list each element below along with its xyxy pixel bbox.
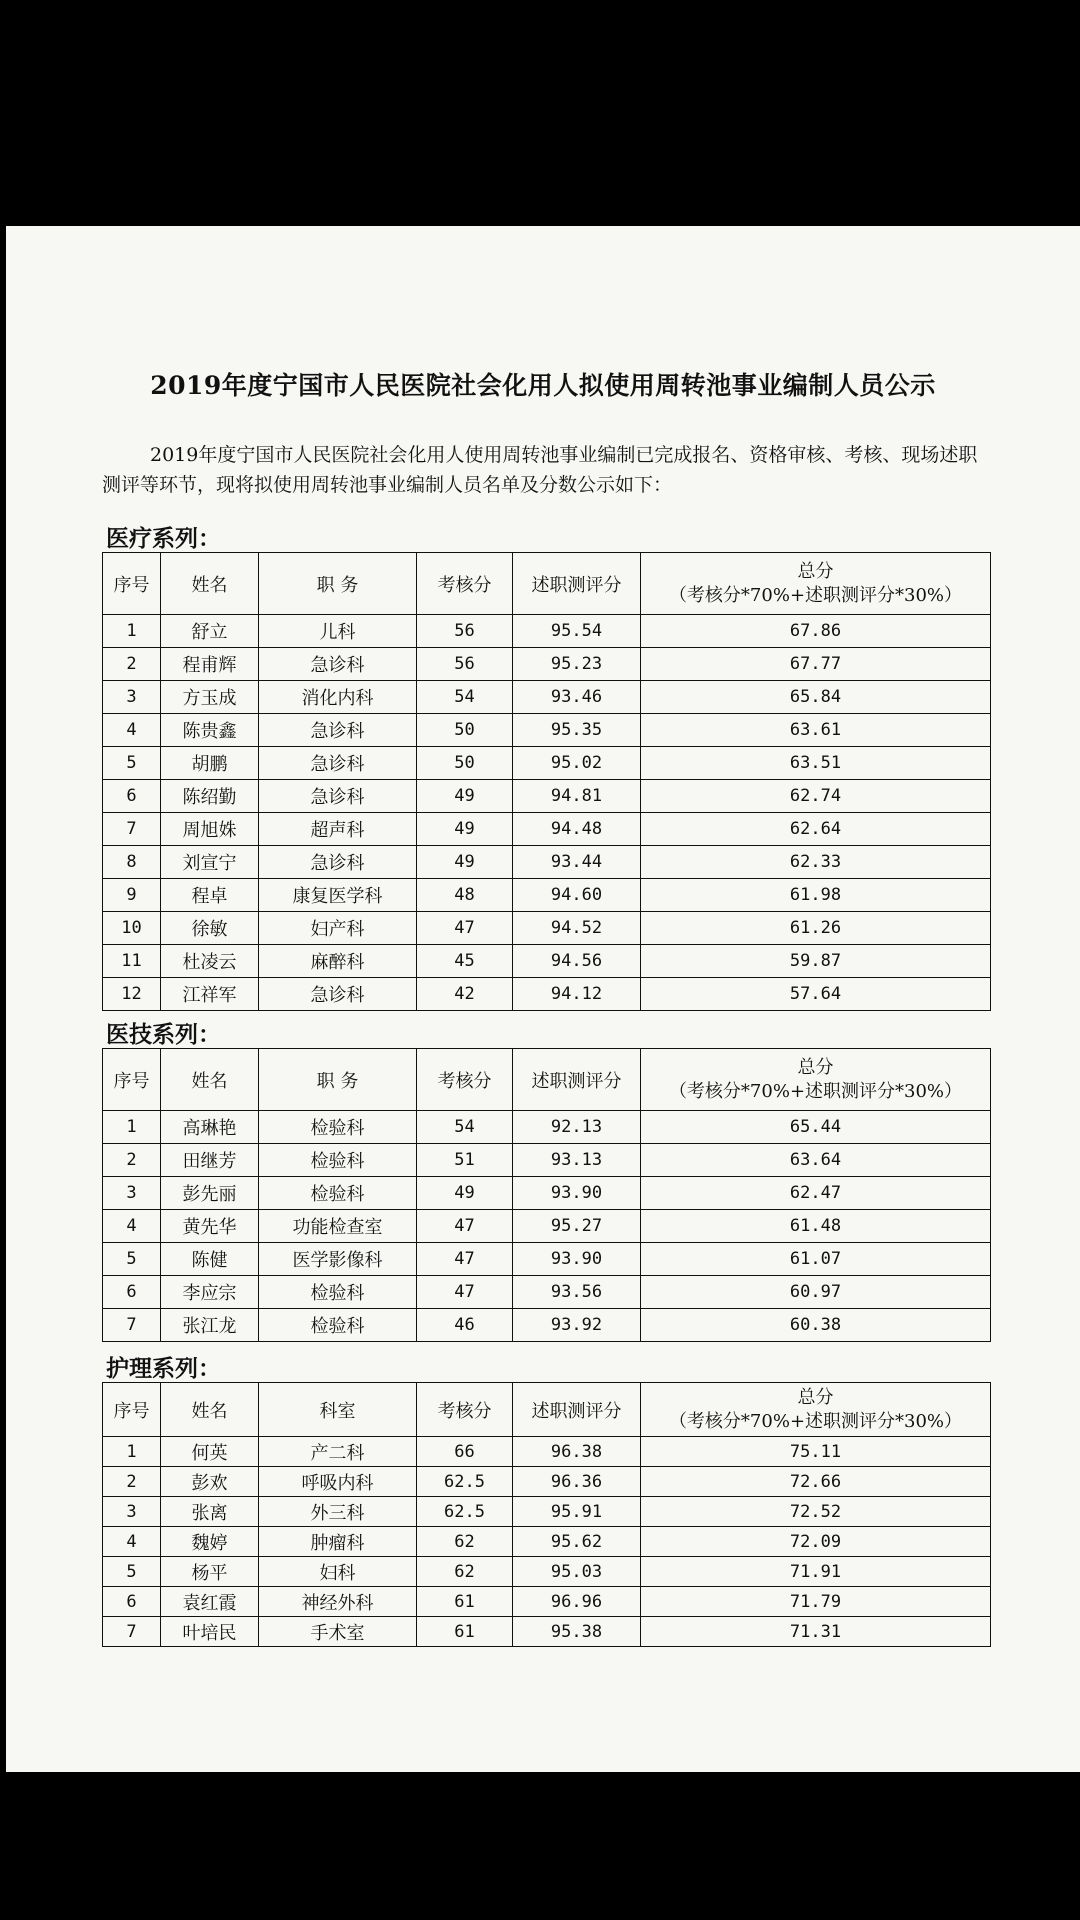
cell-total-score: 61.07 bbox=[641, 1243, 991, 1276]
cell-department: 检验科 bbox=[259, 1309, 417, 1342]
cell-evaluation-score: 95.02 bbox=[513, 747, 641, 780]
cell-total-score: 71.79 bbox=[641, 1587, 991, 1617]
header-assessment: 考核分 bbox=[417, 553, 513, 615]
header-total bbox=[641, 1383, 991, 1437]
cell-total-score: 61.26 bbox=[641, 912, 991, 945]
cell-total-score: 61.98 bbox=[641, 879, 991, 912]
header-evaluation: 述职测评分 bbox=[513, 1049, 641, 1111]
cell-index: 12 bbox=[103, 978, 161, 1011]
table-row bbox=[103, 1243, 991, 1276]
cell-evaluation-score: 95.03 bbox=[513, 1557, 641, 1587]
cell-department: 检验科 bbox=[259, 1111, 417, 1144]
header-name: 姓名 bbox=[161, 553, 259, 615]
cell-assessment-score: 49 bbox=[417, 780, 513, 813]
section-label-medical: 医疗系列： bbox=[106, 525, 221, 552]
cell-name: 彭先丽 bbox=[161, 1177, 259, 1210]
cell-name: 刘宣宁 bbox=[161, 846, 259, 879]
section-label-nursing: 护理系列： bbox=[106, 1355, 221, 1382]
cell-index: 6 bbox=[103, 1587, 161, 1617]
cell-total-score: 62.47 bbox=[641, 1177, 991, 1210]
table-row bbox=[103, 813, 991, 846]
cell-name: 程甫辉 bbox=[161, 648, 259, 681]
table-row bbox=[103, 681, 991, 714]
header-name: 姓名 bbox=[161, 1383, 259, 1437]
cell-total-score: 63.51 bbox=[641, 747, 991, 780]
cell-evaluation-score: 93.92 bbox=[513, 1309, 641, 1342]
cell-index: 8 bbox=[103, 846, 161, 879]
cell-name: 陈健 bbox=[161, 1243, 259, 1276]
cell-assessment-score: 61 bbox=[417, 1587, 513, 1617]
cell-department: 呼吸内科 bbox=[259, 1467, 417, 1497]
cell-evaluation-score: 95.54 bbox=[513, 615, 641, 648]
cell-name: 江祥军 bbox=[161, 978, 259, 1011]
table-row bbox=[103, 879, 991, 912]
cell-total-score: 72.52 bbox=[641, 1497, 991, 1527]
cell-assessment-score: 51 bbox=[417, 1144, 513, 1177]
cell-department: 急诊科 bbox=[259, 780, 417, 813]
cell-name: 高琳艳 bbox=[161, 1111, 259, 1144]
cell-total-score: 63.61 bbox=[641, 714, 991, 747]
cell-evaluation-score: 94.81 bbox=[513, 780, 641, 813]
header-position: 职 务 bbox=[259, 1049, 417, 1111]
cell-assessment-score: 61 bbox=[417, 1617, 513, 1647]
cell-evaluation-score: 95.27 bbox=[513, 1210, 641, 1243]
cell-total-score: 72.66 bbox=[641, 1467, 991, 1497]
cell-total-score: 65.44 bbox=[641, 1111, 991, 1144]
cell-department: 检验科 bbox=[259, 1144, 417, 1177]
intro-paragraph: 2019年度宁国市人民医院社会化用人使用周转池事业编制已完成报名、资格审核、考核、现场述职测评等环节，现将拟使用周转池事业编制人员名单及分数公示如下： bbox=[102, 444, 978, 496]
cell-index: 5 bbox=[103, 747, 161, 780]
medical-table bbox=[102, 552, 991, 1011]
cell-department: 妇科 bbox=[259, 1557, 417, 1587]
table-row bbox=[103, 1557, 991, 1587]
header-assessment: 考核分 bbox=[417, 1383, 513, 1437]
cell-assessment-score: 62.5 bbox=[417, 1467, 513, 1497]
cell-evaluation-score: 95.91 bbox=[513, 1497, 641, 1527]
cell-total-score: 62.74 bbox=[641, 780, 991, 813]
cell-assessment-score: 47 bbox=[417, 1276, 513, 1309]
cell-name: 程卓 bbox=[161, 879, 259, 912]
cell-department: 急诊科 bbox=[259, 978, 417, 1011]
cell-department: 康复医学科 bbox=[259, 879, 417, 912]
cell-name: 方玉成 bbox=[161, 681, 259, 714]
cell-department: 超声科 bbox=[259, 813, 417, 846]
cell-name: 周旭姝 bbox=[161, 813, 259, 846]
header-total-formula: （考核分*70%+述职测评分*30%） bbox=[668, 1080, 963, 1102]
table-row bbox=[103, 912, 991, 945]
cell-index: 7 bbox=[103, 1617, 161, 1647]
cell-evaluation-score: 93.56 bbox=[513, 1276, 641, 1309]
cell-department: 检验科 bbox=[259, 1276, 417, 1309]
header-total-formula: （考核分*70%+述职测评分*30%） bbox=[668, 1410, 963, 1432]
cell-name: 杜凌云 bbox=[161, 945, 259, 978]
header-assessment: 考核分 bbox=[417, 1049, 513, 1111]
cell-evaluation-score: 95.62 bbox=[513, 1527, 641, 1557]
cell-name: 袁红霞 bbox=[161, 1587, 259, 1617]
table-header-row bbox=[103, 1383, 991, 1437]
cell-name: 何英 bbox=[161, 1437, 259, 1467]
table-row bbox=[103, 1527, 991, 1557]
cell-department: 肿瘤科 bbox=[259, 1527, 417, 1557]
cell-evaluation-score: 92.13 bbox=[513, 1111, 641, 1144]
table-row bbox=[103, 846, 991, 879]
header-evaluation: 述职测评分 bbox=[513, 1383, 641, 1437]
header-index: 序号 bbox=[103, 1383, 161, 1437]
cell-evaluation-score: 94.12 bbox=[513, 978, 641, 1011]
cell-evaluation-score: 93.90 bbox=[513, 1243, 641, 1276]
cell-total-score: 57.64 bbox=[641, 978, 991, 1011]
cell-total-score: 60.38 bbox=[641, 1309, 991, 1342]
cell-total-score: 60.97 bbox=[641, 1276, 991, 1309]
cell-assessment-score: 62 bbox=[417, 1557, 513, 1587]
cell-total-score: 65.84 bbox=[641, 681, 991, 714]
header-index: 序号 bbox=[103, 553, 161, 615]
cell-index: 7 bbox=[103, 813, 161, 846]
cell-department: 急诊科 bbox=[259, 846, 417, 879]
header-total bbox=[641, 1049, 991, 1111]
header-name: 姓名 bbox=[161, 1049, 259, 1111]
cell-department: 妇产科 bbox=[259, 912, 417, 945]
cell-assessment-score: 46 bbox=[417, 1309, 513, 1342]
cell-total-score: 72.09 bbox=[641, 1527, 991, 1557]
table-row bbox=[103, 648, 991, 681]
cell-department: 消化内科 bbox=[259, 681, 417, 714]
cell-total-score: 71.91 bbox=[641, 1557, 991, 1587]
table-row bbox=[103, 1467, 991, 1497]
header-position: 科室 bbox=[259, 1383, 417, 1437]
cell-department: 外三科 bbox=[259, 1497, 417, 1527]
cell-index: 3 bbox=[103, 1497, 161, 1527]
cell-evaluation-score: 95.35 bbox=[513, 714, 641, 747]
cell-assessment-score: 49 bbox=[417, 813, 513, 846]
header-total-label: 总分 bbox=[797, 560, 834, 582]
cell-name: 胡鹏 bbox=[161, 747, 259, 780]
cell-assessment-score: 50 bbox=[417, 714, 513, 747]
cell-index: 9 bbox=[103, 879, 161, 912]
cell-index: 3 bbox=[103, 681, 161, 714]
cell-assessment-score: 62 bbox=[417, 1527, 513, 1557]
cell-department: 神经外科 bbox=[259, 1587, 417, 1617]
cell-assessment-score: 48 bbox=[417, 879, 513, 912]
cell-index: 5 bbox=[103, 1557, 161, 1587]
table-row bbox=[103, 945, 991, 978]
cell-assessment-score: 66 bbox=[417, 1437, 513, 1467]
cell-index: 10 bbox=[103, 912, 161, 945]
cell-index: 2 bbox=[103, 1467, 161, 1497]
header-index: 序号 bbox=[103, 1049, 161, 1111]
cell-evaluation-score: 95.38 bbox=[513, 1617, 641, 1647]
cell-total-score: 67.77 bbox=[641, 648, 991, 681]
cell-evaluation-score: 93.44 bbox=[513, 846, 641, 879]
cell-assessment-score: 47 bbox=[417, 912, 513, 945]
cell-evaluation-score: 94.60 bbox=[513, 879, 641, 912]
cell-index: 1 bbox=[103, 615, 161, 648]
cell-department: 儿科 bbox=[259, 615, 417, 648]
cell-department: 急诊科 bbox=[259, 714, 417, 747]
cell-evaluation-score: 93.90 bbox=[513, 1177, 641, 1210]
cell-department: 产二科 bbox=[259, 1437, 417, 1467]
cell-index: 2 bbox=[103, 1144, 161, 1177]
cell-department: 急诊科 bbox=[259, 648, 417, 681]
header-evaluation: 述职测评分 bbox=[513, 553, 641, 615]
cell-evaluation-score: 96.36 bbox=[513, 1467, 641, 1497]
cell-department: 急诊科 bbox=[259, 747, 417, 780]
cell-assessment-score: 56 bbox=[417, 648, 513, 681]
table-row bbox=[103, 1177, 991, 1210]
cell-department: 功能检查室 bbox=[259, 1210, 417, 1243]
cell-assessment-score: 47 bbox=[417, 1210, 513, 1243]
cell-department: 医学影像科 bbox=[259, 1243, 417, 1276]
cell-evaluation-score: 94.56 bbox=[513, 945, 641, 978]
cell-department: 检验科 bbox=[259, 1177, 417, 1210]
cell-evaluation-score: 94.52 bbox=[513, 912, 641, 945]
cell-assessment-score: 62.5 bbox=[417, 1497, 513, 1527]
cell-assessment-score: 49 bbox=[417, 1177, 513, 1210]
cell-index: 2 bbox=[103, 648, 161, 681]
cell-evaluation-score: 95.23 bbox=[513, 648, 641, 681]
cell-name: 魏婷 bbox=[161, 1527, 259, 1557]
header-position: 职 务 bbox=[259, 553, 417, 615]
table-row bbox=[103, 1437, 991, 1467]
cell-department: 手术室 bbox=[259, 1617, 417, 1647]
header-total-formula: （考核分*70%+述职测评分*30%） bbox=[668, 584, 963, 606]
header-total-label: 总分 bbox=[797, 1056, 834, 1078]
cell-assessment-score: 45 bbox=[417, 945, 513, 978]
cell-assessment-score: 49 bbox=[417, 846, 513, 879]
table-header-row bbox=[103, 553, 991, 615]
cell-index: 3 bbox=[103, 1177, 161, 1210]
table-row bbox=[103, 1144, 991, 1177]
cell-index: 4 bbox=[103, 714, 161, 747]
medtech-table bbox=[102, 1048, 991, 1342]
cell-total-score: 62.64 bbox=[641, 813, 991, 846]
cell-name: 彭欢 bbox=[161, 1467, 259, 1497]
cell-name: 徐敏 bbox=[161, 912, 259, 945]
cell-total-score: 62.33 bbox=[641, 846, 991, 879]
cell-index: 6 bbox=[103, 1276, 161, 1309]
document-title: 2019年度宁国市人民医院社会化用人拟使用周转池事业编制人员公示 bbox=[150, 371, 936, 400]
cell-index: 1 bbox=[103, 1111, 161, 1144]
cell-evaluation-score: 96.96 bbox=[513, 1587, 641, 1617]
document-page bbox=[6, 226, 1080, 1772]
cell-total-score: 61.48 bbox=[641, 1210, 991, 1243]
cell-name: 李应宗 bbox=[161, 1276, 259, 1309]
cell-evaluation-score: 94.48 bbox=[513, 813, 641, 846]
table-row bbox=[103, 1111, 991, 1144]
cell-total-score: 71.31 bbox=[641, 1617, 991, 1647]
cell-department: 麻醉科 bbox=[259, 945, 417, 978]
table-row bbox=[103, 1309, 991, 1342]
cell-index: 4 bbox=[103, 1527, 161, 1557]
cell-assessment-score: 54 bbox=[417, 1111, 513, 1144]
cell-name: 杨平 bbox=[161, 1557, 259, 1587]
header-total bbox=[641, 553, 991, 615]
cell-index: 4 bbox=[103, 1210, 161, 1243]
table-header-row bbox=[103, 1049, 991, 1111]
cell-name: 陈贵鑫 bbox=[161, 714, 259, 747]
cell-name: 舒立 bbox=[161, 615, 259, 648]
table-row bbox=[103, 747, 991, 780]
cell-index: 5 bbox=[103, 1243, 161, 1276]
table-row bbox=[103, 1210, 991, 1243]
cell-assessment-score: 42 bbox=[417, 978, 513, 1011]
cell-name: 陈绍勤 bbox=[161, 780, 259, 813]
table-row bbox=[103, 1497, 991, 1527]
cell-total-score: 63.64 bbox=[641, 1144, 991, 1177]
cell-index: 7 bbox=[103, 1309, 161, 1342]
cell-name: 黄先华 bbox=[161, 1210, 259, 1243]
cell-assessment-score: 50 bbox=[417, 747, 513, 780]
cell-name: 张离 bbox=[161, 1497, 259, 1527]
cell-index: 6 bbox=[103, 780, 161, 813]
cell-name: 叶培民 bbox=[161, 1617, 259, 1647]
cell-assessment-score: 54 bbox=[417, 681, 513, 714]
header-total-label: 总分 bbox=[797, 1386, 834, 1408]
cell-total-score: 67.86 bbox=[641, 615, 991, 648]
cell-evaluation-score: 96.38 bbox=[513, 1437, 641, 1467]
nursing-table bbox=[102, 1382, 991, 1647]
cell-evaluation-score: 93.13 bbox=[513, 1144, 641, 1177]
table-row bbox=[103, 1617, 991, 1647]
cell-index: 1 bbox=[103, 1437, 161, 1467]
cell-name: 田继芳 bbox=[161, 1144, 259, 1177]
table-row bbox=[103, 978, 991, 1011]
table-row bbox=[103, 1587, 991, 1617]
table-row bbox=[103, 780, 991, 813]
cell-evaluation-score: 93.46 bbox=[513, 681, 641, 714]
cell-index: 11 bbox=[103, 945, 161, 978]
cell-assessment-score: 47 bbox=[417, 1243, 513, 1276]
cell-name: 张江龙 bbox=[161, 1309, 259, 1342]
table-row bbox=[103, 714, 991, 747]
section-label-medtech: 医技系列： bbox=[106, 1021, 221, 1048]
cell-assessment-score: 56 bbox=[417, 615, 513, 648]
table-row bbox=[103, 615, 991, 648]
cell-total-score: 59.87 bbox=[641, 945, 991, 978]
cell-total-score: 75.11 bbox=[641, 1437, 991, 1467]
table-row bbox=[103, 1276, 991, 1309]
